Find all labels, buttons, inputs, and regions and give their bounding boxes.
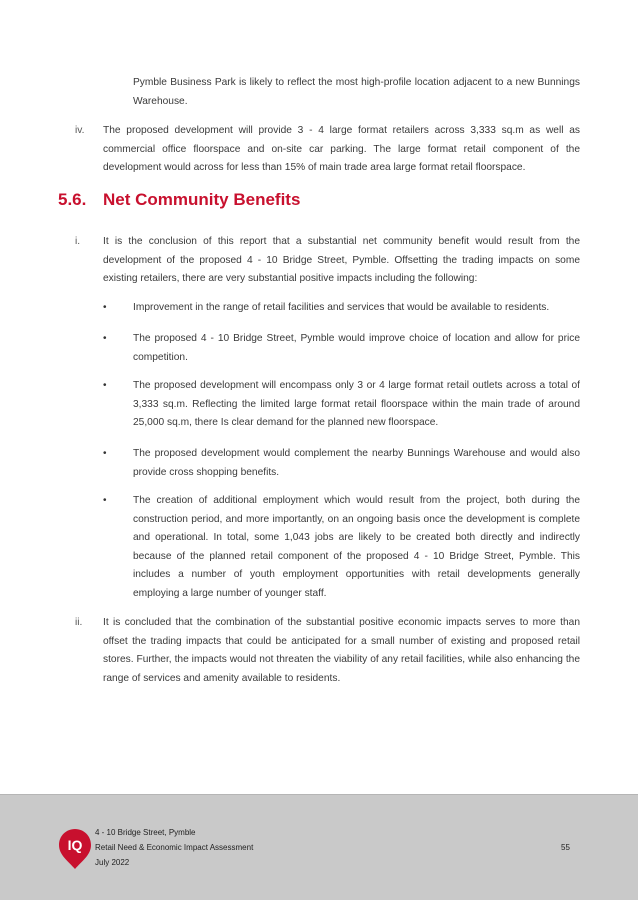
bullet-symbol: • <box>103 380 107 391</box>
bullet-item: The proposed 4 - 10 Bridge Street, Pymble would improve choice of location and allow for price competition. <box>133 333 580 363</box>
list-marker-ii: ii. <box>75 617 83 628</box>
bullet-symbol: • <box>103 495 107 506</box>
bullet-symbol: • <box>103 333 107 344</box>
bullet-item: The proposed development will encompass only 3 or 4 large format retail outlets across a total of 3,333 sq.m. Reflecting the limited large format retail floorspace within the main trade of around 25,000 sq.m, there Is clear demand for the planned new floorspace. <box>133 380 580 428</box>
page-footer <box>0 794 638 900</box>
footer-report-title: Retail Need & Economic Impact Assessment <box>95 843 254 852</box>
paragraph-ii: It is concluded that the combination of the substantial positive economic impacts serves to more than offset the trading impacts that could be anticipated for a small number of existing and proposed retail stores. Further, the impacts would not threaten the viability of any retail facilities, while also enhancing the range of services and amenity available to residents. <box>103 617 580 684</box>
section-title: Net Community Benefits <box>103 190 301 209</box>
paragraph-i: It is the conclusion of this report that a substantial net community benefit would result from the development of the proposed 4 - 10 Bridge Street, Pymble. Offsetting the trading impacts on some existing retailers, there are very substantial positive impacts including the following: <box>103 236 580 284</box>
section-number: 5.6. <box>58 190 87 209</box>
continuation-paragraph: Pymble Business Park is likely to reflect the most high-profile location adjacent to a new Bunnings Warehouse. <box>133 77 580 107</box>
footer-address: 4 - 10 Bridge Street, Pymble <box>95 828 196 837</box>
bullet-symbol: • <box>103 302 107 313</box>
paragraph-iv: The proposed development will provide 3 - 4 large format retailers across 3,333 sq.m as well as commercial office floorspace and on-site car parking. The large format retail component of the development would across for less than 15% of main trade area large format retail floorspace. <box>103 125 580 173</box>
logo-text: IQ <box>67 837 83 853</box>
iq-logo-icon <box>58 828 92 870</box>
bullet-symbol: • <box>103 448 107 459</box>
bullet-item: The creation of additional employment which would result from the project, both during the construction period, and more importantly, on an ongoing basis once the development is complete and operational. In total, some 1,043 jobs are likely to be created both directly and indirectly because of the planned retail component of the proposed 4 - 10 Bridge Street, Pymble. This includes a number of youth employment opportunities with retail developments generally employing a large number of younger staff. <box>133 495 580 599</box>
bullet-item: Improvement in the range of retail facilities and services that would be available to residents. <box>133 302 550 313</box>
list-marker-iv: iv. <box>75 125 85 136</box>
bullet-item: The proposed development would complement the nearby Bunnings Warehouse and would also provide cross shopping benefits. <box>133 448 580 478</box>
footer-date: July 2022 <box>95 858 130 867</box>
list-marker-i: i. <box>75 236 81 247</box>
page-number: 55 <box>561 843 570 852</box>
